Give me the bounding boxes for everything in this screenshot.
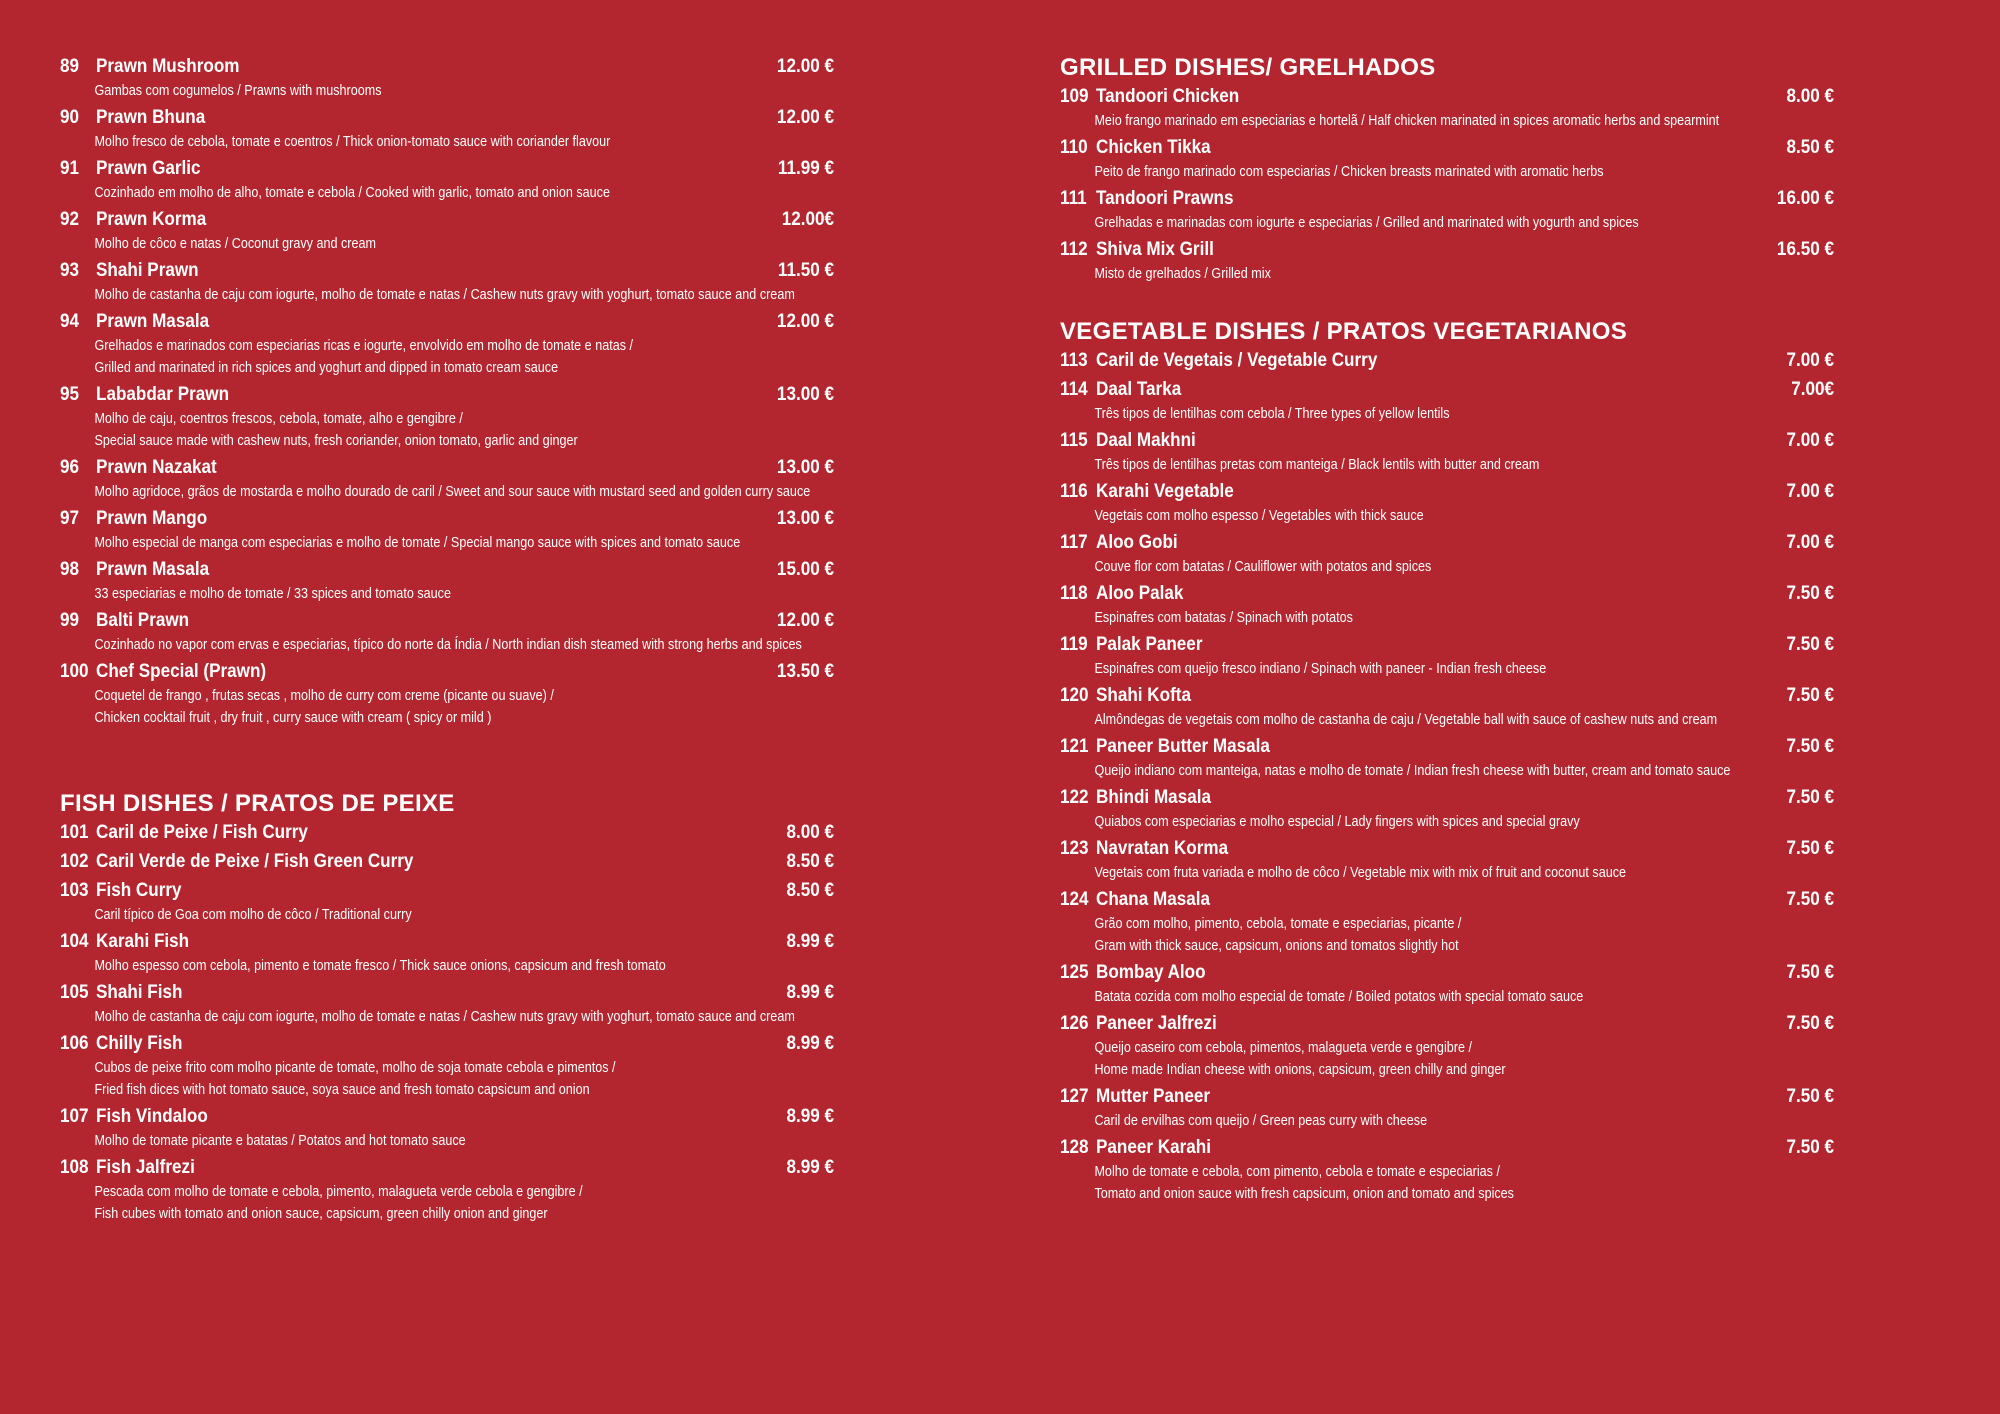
menu-item xyxy=(1060,186,1920,234)
menu-item-name: Balti Prawn xyxy=(96,610,190,631)
prawn-dishes-list xyxy=(60,54,920,729)
menu-item-description: Tomato and onion sauce with fresh capsicum, onion and tomato and spices xyxy=(1094,1185,1514,1202)
menu-item-number: 120 xyxy=(1060,685,1089,706)
menu-item-number: 124 xyxy=(1060,889,1089,910)
menu-item-description: Peito de frango marinado com especiarias / Chicken breasts marinated with aromatic herbs xyxy=(1094,163,1604,180)
menu-item-header xyxy=(1060,734,1834,760)
menu-item-name: Prawn Bhuna xyxy=(96,107,206,128)
menu-item-name: Chilly Fish xyxy=(96,1033,183,1054)
menu-item-price: 12.00 € xyxy=(776,107,834,128)
menu-item-header xyxy=(60,54,834,80)
menu-item-number: 102 xyxy=(60,851,89,872)
menu-item-name: Fish Curry xyxy=(96,880,182,901)
menu-item-description: Gambas com cogumelos / Prawns with mushrooms xyxy=(94,82,382,99)
menu-item-name: Daal Tarka xyxy=(1096,379,1182,400)
menu-item-price: 16.50 € xyxy=(1776,239,1834,260)
menu-item-description: Caril de ervilhas com queijo / Green peas curry with cheese xyxy=(1094,1112,1428,1129)
menu-item-header xyxy=(60,929,834,955)
menu-item xyxy=(1060,428,1920,476)
menu-item-description: Misto de grelhados / Grilled mix xyxy=(1094,265,1271,282)
menu-item-price: 13.00 € xyxy=(776,508,834,529)
menu-item-description: Molho agridoce, grãos de mostarda e molho dourado de caril / Sweet and sour sauce with mustard seed and golden curry sauce xyxy=(94,483,811,500)
menu-item-description: Chicken cocktail fruit , dry fruit , curry sauce with cream ( spicy or mild ) xyxy=(94,709,492,726)
menu-item-number: 125 xyxy=(1060,962,1089,983)
menu-item-description: Caril típico de Goa com molho de côco / Traditional curry xyxy=(94,906,412,923)
menu-item-number: 90 xyxy=(60,107,80,128)
menu-item-price: 8.99 € xyxy=(786,1157,834,1178)
menu-item-number: 107 xyxy=(60,1106,89,1127)
menu-item-number: 119 xyxy=(1060,634,1088,655)
menu-item-description: Gram with thick sauce, capsicum, onions and tomatos slightly hot xyxy=(1094,937,1459,954)
fish-dishes-list xyxy=(60,820,920,1225)
menu-item xyxy=(1060,734,1920,782)
menu-item-name: Bombay Aloo xyxy=(1096,962,1206,983)
menu-item-name: Caril Verde de Peixe / Fish Green Curry xyxy=(96,851,414,872)
menu-item-description: Batata cozida com molho especial de tomate / Boiled potatos with special tomato sauce xyxy=(1094,988,1584,1005)
menu-item-price: 8.99 € xyxy=(786,1033,834,1054)
menu-item-description: Espinafres com batatas / Spinach with potatos xyxy=(1094,609,1353,626)
menu-item-description: Molho fresco de cebola, tomate e coentros / Thick onion-tomato sauce with coriander flavour xyxy=(94,133,611,150)
menu-item-description: Home made Indian cheese with onions, capsicum, green chilly and ginger xyxy=(1094,1061,1506,1078)
fish-dishes-heading: FISH DISHES / PRATOS DE PEIXE xyxy=(60,790,455,817)
menu-item-name: Shahi Fish xyxy=(96,982,183,1003)
menu-item-header xyxy=(60,1031,834,1057)
menu-item-number: 96 xyxy=(60,457,80,478)
menu-item-price: 8.99 € xyxy=(786,1106,834,1127)
menu-item-name: Lababdar Prawn xyxy=(96,384,230,405)
menu-item-number: 127 xyxy=(1060,1086,1089,1107)
menu-item-price: 7.50 € xyxy=(1786,685,1834,706)
menu-item xyxy=(1060,887,1920,957)
menu-item-number: 112 xyxy=(1060,239,1088,260)
menu-item-number: 98 xyxy=(60,559,80,580)
menu-item xyxy=(1060,683,1920,731)
menu-item-name: Karahi Vegetable xyxy=(1096,481,1234,502)
menu-item-price: 7.00€ xyxy=(1791,379,1834,400)
menu-item-description: Molho de caju, coentros frescos, cebola, tomate, alho e gengibre / xyxy=(94,410,463,427)
menu-item-name: Paneer Karahi xyxy=(1096,1137,1212,1158)
menu-item xyxy=(60,1155,920,1225)
menu-item-header xyxy=(60,849,834,875)
menu-item-price: 7.50 € xyxy=(1786,736,1834,757)
menu-item xyxy=(1060,581,1920,629)
menu-item-header xyxy=(1060,348,1834,374)
menu-item xyxy=(60,54,920,102)
menu-item-header xyxy=(1060,836,1834,862)
menu-item-name: Caril de Peixe / Fish Curry xyxy=(96,822,308,843)
menu-item-name: Navratan Korma xyxy=(1096,838,1229,859)
menu-item-header xyxy=(60,207,834,233)
menu-item-description: Cozinhado em molho de alho, tomate e cebola / Cooked with garlic, tomato and onion sauce xyxy=(94,184,610,201)
menu-item xyxy=(60,1104,920,1152)
menu-item-price: 8.50 € xyxy=(786,851,834,872)
menu-item-name: Chicken Tikka xyxy=(1096,137,1211,158)
menu-item-number: 91 xyxy=(60,158,80,179)
menu-item xyxy=(1060,530,1920,578)
menu-item xyxy=(1060,785,1920,833)
menu-item-header xyxy=(60,980,834,1006)
menu-item-description: 33 especiarias e molho de tomate / 33 spices and tomato sauce xyxy=(94,585,451,602)
menu-item-number: 118 xyxy=(1060,583,1088,604)
menu-item-name: Paneer Jalfrezi xyxy=(1096,1013,1217,1034)
menu-item xyxy=(1060,960,1920,1008)
menu-item-number: 109 xyxy=(1060,86,1089,107)
menu-item-description: Três tipos de lentilhas com cebola / Three types of yellow lentils xyxy=(1094,405,1450,422)
menu-item xyxy=(60,1031,920,1101)
menu-item-description: Special sauce made with cashew nuts, fresh coriander, onion tomato, garlic and ginger xyxy=(94,432,578,449)
menu-item-price: 8.50 € xyxy=(1786,137,1834,158)
menu-item xyxy=(60,382,920,452)
menu-item xyxy=(1060,377,1920,425)
menu-item-price: 7.50 € xyxy=(1786,1137,1834,1158)
grilled-dishes-list xyxy=(1060,84,1920,285)
menu-item-header xyxy=(60,608,834,634)
menu-item xyxy=(60,156,920,204)
menu-item-number: 101 xyxy=(60,822,89,843)
menu-item-header xyxy=(60,1155,834,1181)
menu-item-header xyxy=(60,156,834,182)
menu-column-right xyxy=(1060,54,1920,1208)
menu-item-number: 110 xyxy=(1060,137,1088,158)
menu-item-number: 94 xyxy=(60,311,80,332)
menu-item-price: 7.00 € xyxy=(1786,532,1834,553)
menu-item-name: Tandoori Prawns xyxy=(1096,188,1234,209)
menu-item xyxy=(1060,84,1920,132)
menu-item xyxy=(60,557,920,605)
menu-item-description: Cozinhado no vapor com ervas e especiarias, típico do norte da Índia / North indian dish steamed with strong herbs and spices xyxy=(94,636,802,653)
menu-item-description: Vegetais com fruta variada e molho de côco / Vegetable mix with mix of fruit and coconut sauce xyxy=(1094,864,1627,881)
menu-item-number: 108 xyxy=(60,1157,89,1178)
menu-item xyxy=(60,455,920,503)
vegetable-dishes-list xyxy=(1060,348,1920,1205)
menu-item-number: 103 xyxy=(60,880,89,901)
menu-item-price: 11.50 € xyxy=(777,260,834,281)
menu-item-name: Shahi Kofta xyxy=(1096,685,1192,706)
menu-item xyxy=(60,659,920,729)
menu-item-price: 12.00€ xyxy=(781,209,834,230)
menu-item-number: 126 xyxy=(1060,1013,1089,1034)
grilled-dishes-heading: GRILLED DISHES/ GRELHADOS xyxy=(1060,54,1436,81)
menu-item-header xyxy=(1060,1084,1834,1110)
menu-item-description: Queijo indiano com manteiga, natas e molho de tomate / Indian fresh cheese with butter, cream and tomato sauce xyxy=(1094,762,1731,779)
menu-item-name: Tandoori Chicken xyxy=(1096,86,1240,107)
menu-item-header xyxy=(60,506,834,532)
menu-item-name: Palak Paneer xyxy=(1096,634,1203,655)
menu-item-description: Grelhadas e marinadas com iogurte e especiarias / Grilled and marinated with yogurth and spices xyxy=(1094,214,1639,231)
menu-item-number: 123 xyxy=(1060,838,1089,859)
menu-item-description: Fish cubes with tomato and onion sauce, capsicum, green chilly onion and ginger xyxy=(94,1205,548,1222)
menu-item-description: Grão com molho, pimento, cebola, tomate e especiarias, picante / xyxy=(1094,915,1462,932)
menu-item-number: 116 xyxy=(1060,481,1088,502)
menu-item-number: 100 xyxy=(60,661,89,682)
menu-item-description: Quiabos com especiarias e molho especial / Lady fingers with spices and special gravy xyxy=(1094,813,1580,830)
menu-item-price: 7.50 € xyxy=(1786,1013,1834,1034)
menu-item-price: 12.00 € xyxy=(776,610,834,631)
menu-item-number: 121 xyxy=(1060,736,1089,757)
menu-item-description: Fried fish dices with hot tomato sauce, soya sauce and fresh tomato capsicum and onion xyxy=(94,1081,590,1098)
menu-item-number: 104 xyxy=(60,931,89,952)
menu-item xyxy=(60,849,920,875)
menu-item-name: Chana Masala xyxy=(1096,889,1211,910)
menu-item-header xyxy=(60,105,834,131)
menu-item-description: Molho de tomate picante e batatas / Potatos and hot tomato sauce xyxy=(94,1132,466,1149)
menu-item xyxy=(60,980,920,1028)
menu-item-name: Fish Jalfrezi xyxy=(96,1157,195,1178)
menu-item xyxy=(60,878,920,926)
menu-item-name: Bhindi Masala xyxy=(1096,787,1211,808)
menu-item-price: 7.50 € xyxy=(1786,634,1834,655)
menu-item xyxy=(1060,836,1920,884)
menu-item-name: Prawn Mushroom xyxy=(96,56,240,77)
menu-item-header xyxy=(1060,479,1834,505)
menu-item-header xyxy=(1060,530,1834,556)
menu-column-left xyxy=(60,54,920,1228)
menu-item-header xyxy=(1060,84,1834,110)
menu-item xyxy=(60,105,920,153)
menu-item-number: 97 xyxy=(60,508,80,529)
menu-item-header xyxy=(1060,186,1834,212)
menu-item-header xyxy=(1060,1135,1834,1161)
menu-item-header xyxy=(1060,632,1834,658)
menu-item-description: Espinafres com queijo fresco indiano / Spinach with paneer - Indian fresh cheese xyxy=(1094,660,1547,677)
menu-item xyxy=(60,309,920,379)
menu-item-header xyxy=(60,557,834,583)
menu-item-description: Coquetel de frango , frutas secas , molho de curry com creme (picante ou suave) / xyxy=(94,687,554,704)
menu-item-name: Prawn Mango xyxy=(96,508,208,529)
menu-item-price: 13.50 € xyxy=(776,661,834,682)
menu-item xyxy=(1060,632,1920,680)
menu-item-name: Aloo Gobi xyxy=(1096,532,1178,553)
menu-item xyxy=(60,929,920,977)
menu-item-header xyxy=(1060,960,1834,986)
menu-item-description: Cubos de peixe frito com molho picante de tomate, molho de soja tomate cebola e pimentos / xyxy=(94,1059,616,1076)
menu-item-number: 128 xyxy=(1060,1137,1089,1158)
menu-item-price: 12.00 € xyxy=(776,56,834,77)
menu-item-description: Três tipos de lentilhas pretas com manteiga / Black lentils with butter and cream xyxy=(1094,456,1540,473)
menu-item-description: Molho de tomate e cebola, com pimento, cebola e tomate e especiarias / xyxy=(1094,1163,1500,1180)
menu-item-number: 99 xyxy=(60,610,80,631)
menu-item-price: 7.00 € xyxy=(1786,481,1834,502)
menu-item-price: 8.00 € xyxy=(1786,86,1834,107)
menu-item-number: 111 xyxy=(1060,188,1087,209)
menu-item xyxy=(1060,1011,1920,1081)
menu-item-header xyxy=(1060,237,1834,263)
menu-item-description: Almôndegas de vegetais com molho de castanha de caju / Vegetable ball with sauce of cashew nuts and cream xyxy=(1094,711,1718,728)
menu-item-header xyxy=(1060,428,1834,454)
menu-item-header xyxy=(1060,887,1834,913)
menu-item-header xyxy=(60,659,834,685)
menu-item xyxy=(60,506,920,554)
menu-item-number: 95 xyxy=(60,384,80,405)
menu-item-description: Molho de castanha de caju com iogurte, molho de tomate e natas / Cashew nuts gravy with yoghurt, tomato sauce and cream xyxy=(94,286,795,303)
menu-item-header xyxy=(60,382,834,408)
menu-item-description: Molho especial de manga com especiarias e molho de tomate / Special mango sauce with spices and tomato sauce xyxy=(94,534,741,551)
menu-item xyxy=(1060,135,1920,183)
menu-item xyxy=(1060,479,1920,527)
menu-item-description: Molho espesso com cebola, pimento e tomate fresco / Thick sauce onions, capsicum and fresh tomato xyxy=(94,957,666,974)
menu-item-price: 13.00 € xyxy=(776,384,834,405)
menu-item-header xyxy=(1060,785,1834,811)
menu-item-description: Couve flor com batatas / Cauliflower with potatos and spices xyxy=(1094,558,1432,575)
menu-item-header xyxy=(1060,1011,1834,1037)
menu-item-price: 8.99 € xyxy=(786,982,834,1003)
menu-item-name: Karahi Fish xyxy=(96,931,190,952)
menu-item-price: 7.50 € xyxy=(1786,583,1834,604)
menu-item-header xyxy=(60,309,834,335)
menu-item-number: 105 xyxy=(60,982,89,1003)
menu-item-name: Fish Vindaloo xyxy=(96,1106,208,1127)
menu-item-number: 114 xyxy=(1060,379,1088,400)
menu-item-number: 93 xyxy=(60,260,80,281)
menu-item xyxy=(60,820,920,846)
menu-item xyxy=(1060,1084,1920,1132)
menu-item-name: Chef Special (Prawn) xyxy=(96,661,267,682)
menu-item-price: 15.00 € xyxy=(776,559,834,580)
menu-item xyxy=(60,207,920,255)
menu-item-price: 8.50 € xyxy=(786,880,834,901)
menu-item-number: 122 xyxy=(1060,787,1089,808)
menu-item-description: Molho de castanha de caju com iogurte, molho de tomate e natas / Cashew nuts gravy with yoghurt, tomato sauce and cream xyxy=(94,1008,795,1025)
menu-item-header xyxy=(1060,377,1834,403)
menu-item-price: 7.00 € xyxy=(1786,430,1834,451)
menu-item-number: 89 xyxy=(60,56,80,77)
menu-item-name: Prawn Korma xyxy=(96,209,207,230)
menu-item-price: 12.00 € xyxy=(776,311,834,332)
menu-item-price: 13.00 € xyxy=(776,457,834,478)
menu-item-price: 7.00 € xyxy=(1786,350,1834,371)
menu-item-description: Pescada com molho de tomate e cebola, pimento, malagueta verde cebola e gengibre / xyxy=(94,1183,583,1200)
menu-item-name: Prawn Nazakat xyxy=(96,457,217,478)
menu-item-description: Molho de côco e natas / Coconut gravy and cream xyxy=(94,235,376,252)
menu-item-price: 7.50 € xyxy=(1786,962,1834,983)
menu-item-description: Queijo caseiro com cebola, pimentos, malagueta verde e gengibre / xyxy=(1094,1039,1472,1056)
menu-item-price: 11.99 € xyxy=(777,158,834,179)
menu-item-description: Vegetais com molho espesso / Vegetables with thick sauce xyxy=(1094,507,1424,524)
menu-item xyxy=(1060,237,1920,285)
menu-item-name: Aloo Palak xyxy=(1096,583,1184,604)
menu-item-name: Mutter Paneer xyxy=(1096,1086,1211,1107)
menu-item-price: 7.50 € xyxy=(1786,838,1834,859)
menu-item-price: 8.00 € xyxy=(786,822,834,843)
menu-item-name: Prawn Masala xyxy=(96,311,210,332)
menu-item-number: 92 xyxy=(60,209,80,230)
menu-item-header xyxy=(60,820,834,846)
menu-item-name: Paneer Butter Masala xyxy=(1096,736,1270,757)
menu-item xyxy=(1060,348,1920,374)
vegetable-dishes-heading: VEGETABLE DISHES / PRATOS VEGETARIANOS xyxy=(1060,318,1628,345)
menu-item-name: Prawn Masala xyxy=(96,559,210,580)
menu-item-price: 7.50 € xyxy=(1786,787,1834,808)
menu-item xyxy=(60,258,920,306)
menu-item-header xyxy=(1060,135,1834,161)
menu-item-description: Grelhados e marinados com especiarias ricas e iogurte, envolvido em molho de tomate e natas / xyxy=(94,337,634,354)
menu-item-header xyxy=(60,455,834,481)
menu-item-name: Daal Makhni xyxy=(1096,430,1196,451)
menu-item-name: Shiva Mix Grill xyxy=(1096,239,1214,260)
menu-item-price: 16.00 € xyxy=(1776,188,1834,209)
menu-item-price: 7.50 € xyxy=(1786,1086,1834,1107)
menu-item-price: 8.99 € xyxy=(786,931,834,952)
menu-item-name: Caril de Vegetais / Vegetable Curry xyxy=(1096,350,1378,371)
menu-item-number: 115 xyxy=(1060,430,1088,451)
menu-item-name: Shahi Prawn xyxy=(96,260,199,281)
menu-item-description: Meio frango marinado em especiarias e hortelã / Half chicken marinated in spices aromatic herbs and spearmint xyxy=(1094,112,1720,129)
menu-item-name: Prawn Garlic xyxy=(96,158,201,179)
menu-item-number: 113 xyxy=(1060,350,1088,371)
menu-item-number: 106 xyxy=(60,1033,89,1054)
menu-item-header xyxy=(60,1104,834,1130)
menu-item xyxy=(60,608,920,656)
menu-item-price: 7.50 € xyxy=(1786,889,1834,910)
menu-item-header xyxy=(60,878,834,904)
menu-item-description: Grilled and marinated in rich spices and yoghurt and dipped in tomato cream sauce xyxy=(94,359,559,376)
menu-item-header xyxy=(1060,683,1834,709)
menu-item-header xyxy=(1060,581,1834,607)
menu-item-header xyxy=(60,258,834,284)
menu-item-number: 117 xyxy=(1060,532,1088,553)
menu-item xyxy=(1060,1135,1920,1205)
